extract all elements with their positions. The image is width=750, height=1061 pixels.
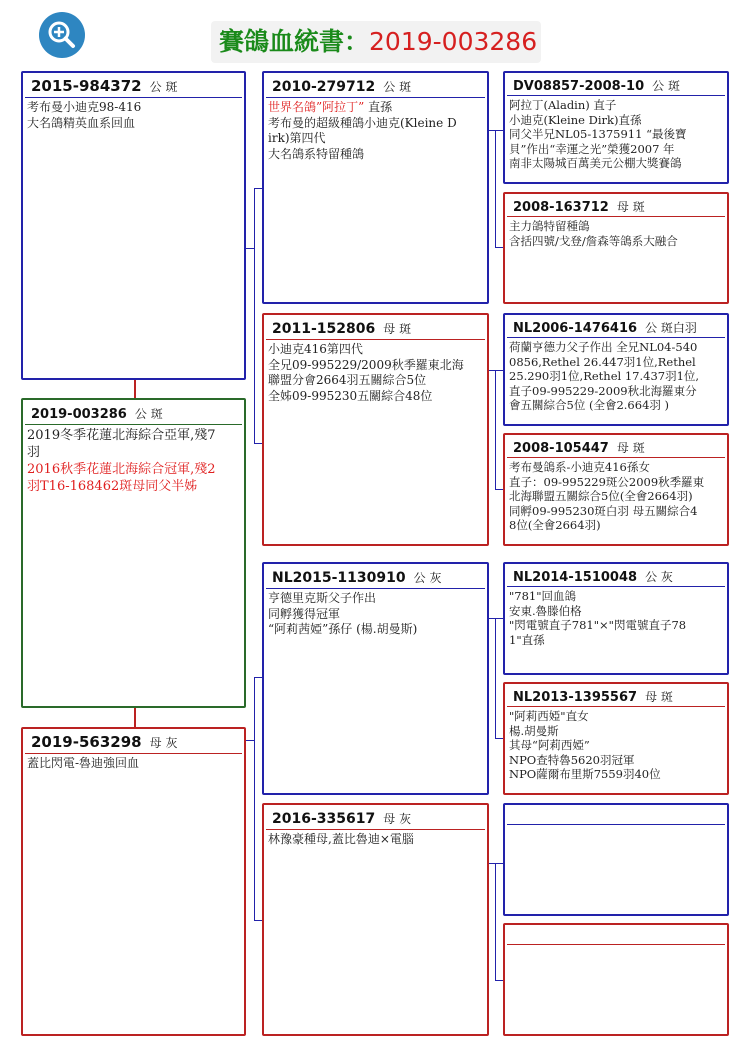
- dam-dam-color: 灰: [399, 812, 412, 826]
- connector-ss-v: [495, 130, 496, 247]
- dam-sire-color: 灰: [429, 571, 442, 585]
- dam-ring-number: 2019-563298: [31, 733, 142, 751]
- dam-dam-dam-card[interactable]: [503, 923, 729, 1036]
- sire-dam-dam-header: [507, 435, 725, 458]
- sire-sire-dam-card[interactable]: [503, 192, 729, 304]
- note-line: 同孵09-995230斑白羽 母五關綜合4: [509, 503, 698, 518]
- note-line: 大名鴿精英血系回血: [27, 115, 136, 130]
- dam-dam-card[interactable]: [262, 803, 489, 1036]
- note-line: 全姊09-995230五關綜合48位: [268, 388, 433, 403]
- dam-sire-ring-number: NL2015-1130910: [272, 570, 406, 586]
- dam-dam-sire-header: [507, 805, 725, 825]
- dam-dam-dam-header: [507, 925, 725, 945]
- sire-dam-header: [266, 315, 485, 340]
- note-line: 25.290羽1位,Rethel 17.437羽1位,: [509, 369, 700, 383]
- sire-dam-sire-color: 斑白羽: [660, 321, 697, 335]
- note-line: 北海聯盟五關綜合5位(全會2664羽): [509, 489, 693, 503]
- dam-dam-sire-card[interactable]: [503, 803, 729, 916]
- note-line: 大名鴿系特留種鴿: [268, 146, 365, 161]
- note-line: "阿莉西婭"直女: [509, 709, 589, 723]
- sire-sire-sire-ring-number: DV08857-2008-10: [513, 79, 645, 94]
- note-line: 其母“阿莉西婭”: [509, 738, 590, 752]
- dam-sex: 母: [149, 736, 162, 750]
- note-line: NPO查特魯5620羽冠軍: [509, 752, 635, 767]
- dam-color: 灰: [165, 736, 178, 750]
- note-line: 貝”作出“幸運之光”榮獲2007 年: [509, 141, 675, 156]
- note-line: irk)第四代: [268, 131, 326, 145]
- connector-dam-v: [254, 677, 255, 920]
- dam-sire-card[interactable]: [262, 562, 489, 795]
- note-line: 8位(全會2664羽): [509, 518, 601, 532]
- sire-sire-ring-number: 2010-279712: [272, 79, 376, 95]
- note-line: 林豫豪種母,蓋比魯迪×電腦: [268, 832, 414, 846]
- note-line: 2019冬季花蓮北海綜合亞軍,殘7: [27, 428, 216, 443]
- magnifier-plus-icon: [39, 12, 85, 58]
- sire-dam-card[interactable]: [262, 313, 489, 546]
- note-line: 主力鴿特留種鴿: [509, 219, 590, 233]
- subject-color: 斑: [150, 407, 163, 421]
- sire-sire-color: 斑: [399, 80, 412, 94]
- note-line: 全兄09-995229/2009秋季羅東北海: [268, 357, 464, 372]
- sire-header: [25, 73, 242, 98]
- connector-dd-h: [488, 863, 495, 864]
- subject-sex: 公: [134, 407, 147, 421]
- sire-sire-sire-header: [507, 73, 725, 96]
- sire-dam-notes: [264, 340, 487, 406]
- note-line: 同父半兄NL05-1375911 “最後寶: [509, 127, 687, 141]
- note-line: 0856,Rethel 26.447羽1位,Rethel: [509, 354, 696, 369]
- sire-sire-notes: [264, 98, 487, 164]
- famous-ancestor-name: 世界名鴿”阿拉丁”: [268, 100, 365, 114]
- sire-sire-header: [266, 73, 485, 98]
- note-line: NPO薩爾布里斯7559羽40位: [509, 767, 661, 781]
- connector-sd-v: [495, 370, 496, 489]
- sire-sire-sire-notes: [505, 96, 727, 173]
- sire-sire-dam-color: 斑: [632, 200, 645, 214]
- note-line: 考布曼的超級種鴿小迪克(Kleine D: [268, 115, 457, 130]
- dam-sire-dam-notes: [505, 707, 727, 784]
- note-line: “阿莉茜婭”孫仔 (楊.胡曼斯): [268, 622, 418, 636]
- sire-ring-number: 2015-984372: [31, 77, 142, 95]
- sire-dam-ring-number: 2011-152806: [272, 321, 376, 337]
- dam-dam-sex: 母: [383, 812, 396, 826]
- sire-color: 斑: [165, 80, 178, 94]
- note-line: 蓋比閃電-魯迪強回血: [27, 756, 140, 770]
- connector-ds-h: [488, 618, 495, 619]
- subject-notes: [23, 425, 244, 497]
- title-separator: ：: [344, 27, 370, 56]
- note-line: "閃電號直子781"×"閃電號直子78: [509, 618, 687, 632]
- sire-dam-sire-notes: [505, 338, 727, 415]
- dam-sire-sire-color: 灰: [660, 570, 673, 584]
- note-line: 南非太陽城百萬美元公棚大獎賽鴿: [509, 156, 682, 170]
- note-line: 小迪克416第四代: [268, 342, 363, 356]
- sire-dam-dam-card[interactable]: [503, 433, 729, 546]
- sire-sex: 公: [149, 80, 162, 94]
- sire-sire-dam-header: [507, 194, 725, 217]
- connector-sire-h: [245, 248, 254, 249]
- subject-header: [25, 400, 242, 425]
- sire-dam-dam-notes: [505, 458, 727, 535]
- dam-sire-dam-header: [507, 684, 725, 707]
- dam-sire-dam-ring-number: NL2013-1395567: [513, 690, 638, 705]
- sire-sire-dam-ring-number: 2008-163712: [513, 200, 609, 215]
- note-line: 聯盟分會2664羽五關綜合5位: [268, 373, 427, 387]
- subject-card[interactable]: [21, 398, 246, 708]
- note-line: 阿拉丁(Aladin) 直子: [509, 98, 617, 112]
- sire-dam-dam-sex: 母: [616, 441, 629, 455]
- note-line: 1"直孫: [509, 632, 545, 647]
- sire-sire-sire-sex: 公: [652, 79, 665, 93]
- subject-ring-number: 2019-003286: [31, 407, 127, 422]
- connector-dd-v: [495, 863, 496, 980]
- note-line: 同孵獲得冠軍: [268, 606, 341, 621]
- connector-sd-h: [488, 370, 495, 371]
- connector-sire-subject: [134, 380, 136, 400]
- note-line: 安東.魯滕伯格: [509, 603, 582, 618]
- dam-sire-dam-card[interactable]: [503, 682, 729, 795]
- dam-header: [25, 729, 242, 754]
- note-line: 羽: [27, 445, 41, 460]
- sire-dam-sire-header: [507, 315, 725, 338]
- sire-dam-dam-ring-number: 2008-105447: [513, 441, 609, 456]
- dam-dam-notes: [264, 830, 487, 850]
- note-line: 考布曼小迪克98-416: [27, 100, 142, 114]
- sire-sire-sex: 公: [383, 80, 396, 94]
- connector-ss-h: [488, 130, 495, 131]
- note-line: 荷蘭亨德力父子作出 全兄NL04-540: [509, 340, 698, 354]
- connector-subject-dam: [134, 707, 136, 728]
- title-ring-number: 2019-003286: [369, 27, 538, 56]
- connector-ds-v: [495, 618, 496, 738]
- sire-dam-sire-sex: 公: [645, 321, 658, 335]
- note-line: 亨德里克斯父子作出: [268, 591, 377, 605]
- sire-dam-sire-ring-number: NL2006-1476416: [513, 321, 638, 336]
- dam-sire-dam-sex: 母: [645, 690, 658, 704]
- sire-sire-dam-sex: 母: [616, 200, 629, 214]
- note-line: 小迪克(Kleine Dirk)直孫: [509, 112, 642, 127]
- note-line: 直孫: [364, 100, 393, 114]
- note-line: "781"回血鴿: [509, 589, 577, 603]
- note-line: 會五關綜合5位 (全會2.664羽 ): [509, 398, 670, 412]
- sire-dam-dam-color: 斑: [632, 441, 645, 455]
- connector-dam-h: [245, 740, 254, 741]
- dam-dam-ring-number: 2016-335617: [272, 811, 376, 827]
- note-line: 直子：09-995229斑公2009秋季羅東: [509, 474, 705, 489]
- sire-dam-sex: 母: [383, 322, 396, 336]
- sire-dam-color: 斑: [399, 322, 412, 336]
- dam-notes: [23, 754, 244, 774]
- dam-sire-sire-card[interactable]: [503, 562, 729, 675]
- dam-sire-header: [266, 564, 485, 589]
- sire-sire-dam-notes: [505, 217, 727, 250]
- dam-sire-sire-ring-number: NL2014-1510048: [513, 570, 638, 585]
- sire-sire-sire-color: 斑: [668, 79, 681, 93]
- note-line-highlight: 2016秋季花蓮北海綜合冠軍,殘2: [27, 462, 216, 477]
- note-line: 楊.胡曼斯: [509, 723, 559, 738]
- note-line: 考布曼鴿系-小迪克416孫女: [509, 460, 650, 474]
- dam-sire-sire-header: [507, 564, 725, 587]
- sire-notes: [23, 98, 244, 133]
- sire-card[interactable]: [21, 71, 246, 380]
- dam-sire-sire-notes: [505, 587, 727, 649]
- note-line: 含括四號/戈登/詹森等鴿系大融合: [509, 233, 678, 248]
- dam-dam-header: [266, 805, 485, 830]
- dam-sire-sire-sex: 公: [645, 570, 658, 584]
- dam-card[interactable]: [21, 727, 246, 1036]
- sire-dam-sire-card[interactable]: [503, 313, 729, 426]
- title-prefix: 賽鴿血統書: [219, 27, 345, 56]
- dam-sire-sex: 公: [413, 571, 426, 585]
- dam-sire-notes: [264, 589, 487, 640]
- note-line: 直子09-995229-2009秋北海羅東分: [509, 383, 697, 398]
- sire-sire-sire-card[interactable]: [503, 71, 729, 184]
- dam-sire-dam-color: 斑: [660, 690, 673, 704]
- page-title: [211, 21, 541, 63]
- connector-sire-v: [254, 188, 255, 443]
- sire-sire-card[interactable]: [262, 71, 489, 304]
- note-line-highlight: 羽T16-168462斑母同父半姊: [27, 479, 198, 494]
- zoom-button[interactable]: [39, 12, 85, 58]
